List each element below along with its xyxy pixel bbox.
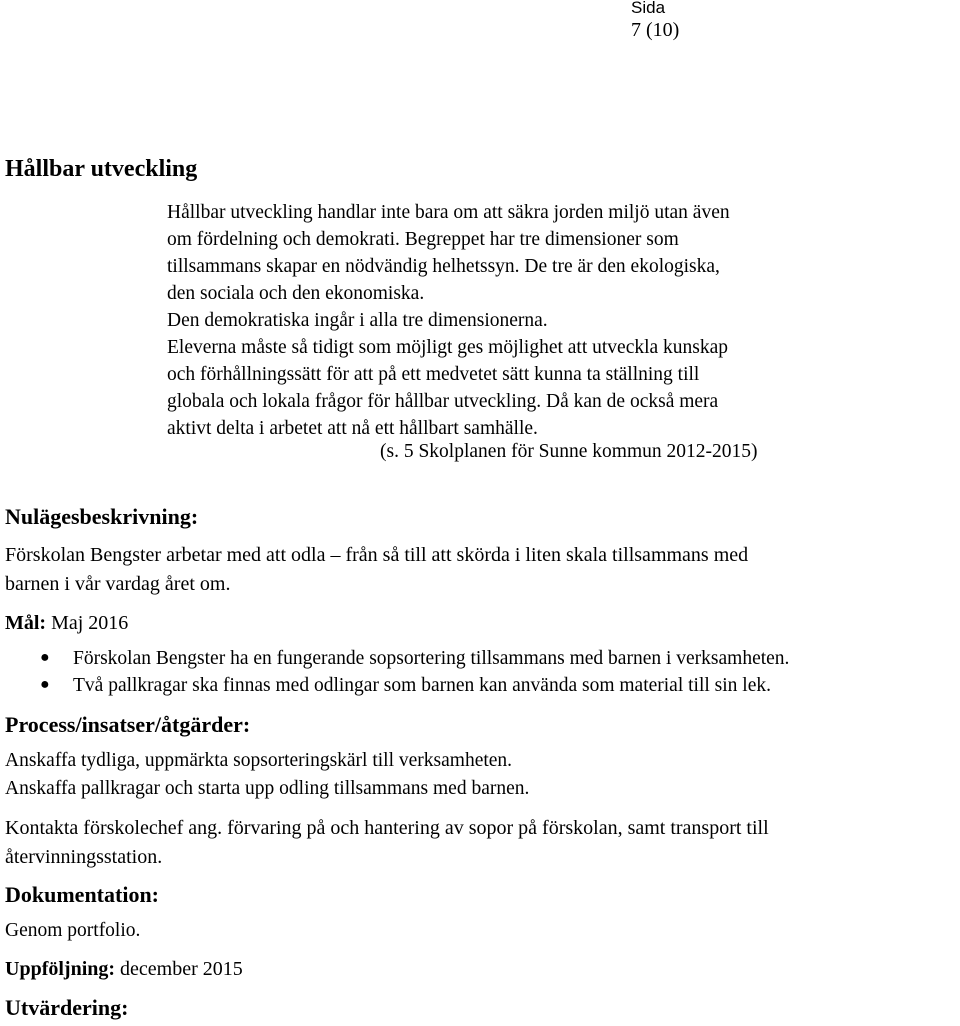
evaluation-heading: Utvärdering:: [5, 995, 129, 1020]
goal-item-text: Två pallkragar ska finnas med odlingar som barnen kan använda som material till sin lek.: [73, 675, 772, 696]
quote-line: aktivt delta i arbetet att nå ett hållbart samhälle.: [167, 418, 538, 439]
section-title: Hållbar utveckling: [5, 156, 198, 182]
quote-paragraph-1: [167, 199, 730, 334]
documentation-heading: Dokumentation:: [5, 882, 160, 907]
nulage-line: Förskolan Bengster arbetar med att odla – från så till att skörda i liten skala tillsammans med: [5, 544, 749, 566]
goal-item-text: Förskolan Bengster ha en fungerande sopsortering tillsammans med barnen i verksamheten.: [73, 648, 790, 669]
quote-source: (s. 5 Skolplanen för Sunne kommun 2012-2015): [380, 441, 758, 462]
contact-line: återvinningsstation.: [5, 846, 163, 868]
contact-line: Kontakta förskolechef ang. förvaring på och hantering av sopor på förskolan, samt transport till: [5, 817, 769, 839]
quote-line: den sociala och den ekonomiska.: [167, 283, 425, 304]
nulage-paragraph: [5, 541, 748, 599]
followup-value: december 2015: [115, 958, 243, 980]
quote-line: Den demokratiska ingår i alla tre dimensionerna.: [167, 310, 548, 331]
nulage-line: barnen i vår vardag året om.: [5, 573, 231, 595]
quote-line: Hållbar utveckling handlar inte bara om att säkra jorden miljö utan även: [167, 202, 730, 223]
goal-label: Mål:: [5, 612, 47, 634]
process-line: Anskaffa pallkragar och starta upp odling tillsammans med barnen.: [5, 778, 530, 799]
quote-line: Eleverna måste så tidigt som möjligt ges möjlighet att utveckla kunskap: [167, 337, 729, 358]
quote-paragraph-2: [167, 334, 728, 442]
bullet-icon: ●: [40, 649, 50, 666]
goal-line: [5, 609, 128, 638]
bullet-icon: ●: [40, 676, 50, 693]
goal-value: Maj 2016: [46, 612, 129, 634]
followup-label: Uppföljning:: [5, 958, 116, 980]
followup-line: [5, 955, 243, 984]
contact-paragraph: [5, 814, 769, 872]
process-paragraph: [5, 747, 529, 803]
quote-line: globala och lokala frågor för hållbar utveckling. Då kan de också mera: [167, 391, 719, 412]
quote-line: och förhållningssätt för att på ett medvetet sätt kunna ta ställning till: [167, 364, 700, 385]
page-number: 7 (10): [631, 19, 680, 41]
documentation-text: Genom portfolio.: [5, 920, 141, 941]
quote-line: om fördelning och demokrati. Begreppet har tre dimensioner som: [167, 229, 679, 250]
quote-line: tillsammans skapar en nödvändig helhetssyn. De tre är den ekologiska,: [167, 256, 720, 277]
process-line: Anskaffa tydliga, uppmärkta sopsorteringskärl till verksamheten.: [5, 750, 513, 771]
nulage-heading: Nulägesbeskrivning:: [5, 504, 199, 529]
process-heading: Process/insatser/åtgärder:: [5, 712, 251, 737]
page-label: Sida: [631, 0, 666, 17]
